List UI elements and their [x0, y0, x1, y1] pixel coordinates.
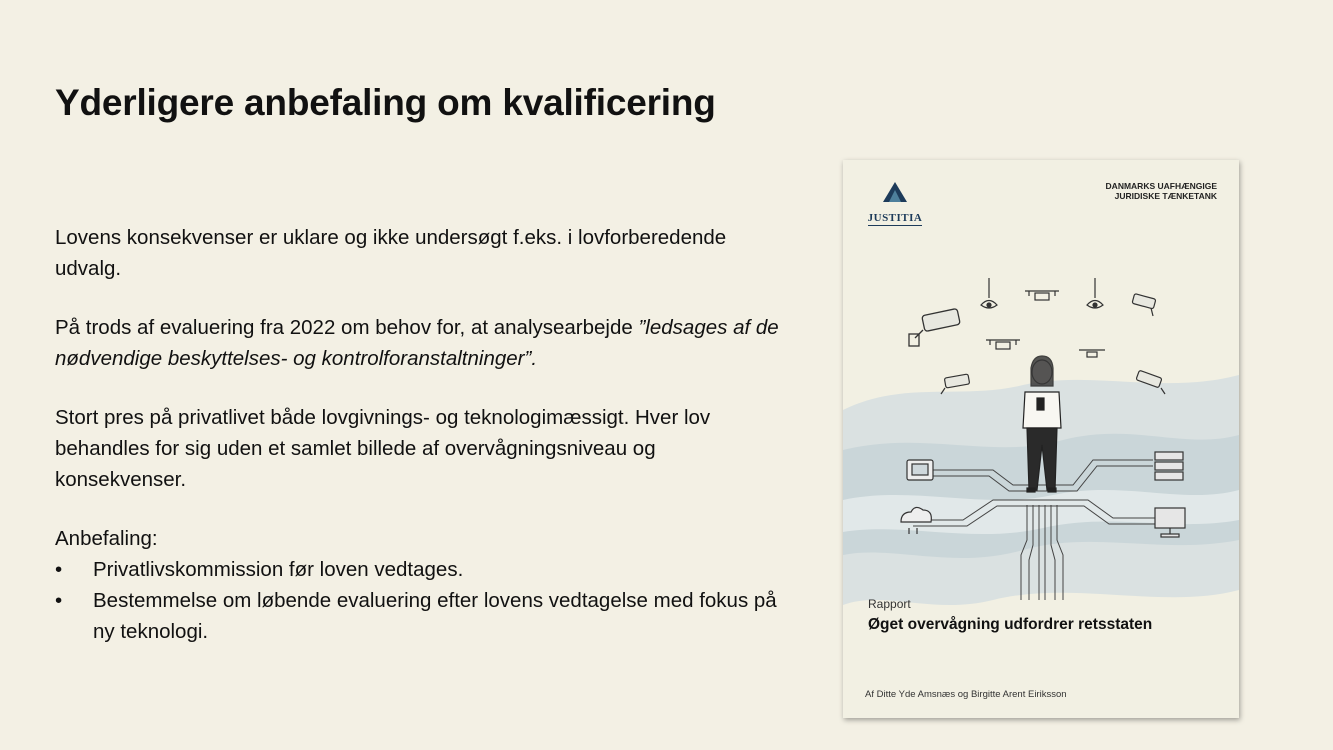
- publisher-line: JURIDISKE TÆNKETANK: [1114, 191, 1217, 201]
- recommendation-list: [55, 554, 785, 647]
- drone-icon: [986, 340, 1020, 349]
- publisher-line: DANMARKS UAFHÆNGIGE: [1105, 181, 1217, 191]
- paragraph-evaluation: [55, 312, 785, 374]
- cctv-camera-icon: [1132, 294, 1156, 316]
- cctv-camera-icon: [941, 374, 970, 394]
- report-label: Rapport: [868, 597, 911, 611]
- slide-title: Yderligere anbefaling om kvalificering: [55, 82, 716, 123]
- evaluation-quote: ”ledsages af de nødvendige beskyttelses- og kontrolforanstaltninger”.: [55, 316, 779, 370]
- cctv-camera-icon: [909, 308, 960, 346]
- paragraph-privacy-pressure: Stort pres på privatlivet både lovgivnings- og teknologimæssigt. Hver lov behandles for sig uden et samlet billede af overvågningsniveau og konsekvenser.: [55, 406, 711, 491]
- list-item: • Privatlivskommission før loven vedtages.: [55, 554, 785, 585]
- cover-illustration: [843, 160, 1239, 718]
- recommendation-heading: Anbefaling:: [55, 527, 158, 550]
- eye-camera-icon: [981, 278, 997, 308]
- eye-camera-icon: [1087, 278, 1103, 308]
- logo-text: JUSTITIA: [867, 212, 923, 224]
- evaluation-text: På trods af evaluering fra 2022 om behov for, at analysearbejde: [55, 316, 639, 339]
- list-item: • Bestemmelse om løbende evaluering efter lovens vedtagelse med fokus på ny teknologi.: [55, 585, 785, 647]
- report-cover: [843, 160, 1239, 718]
- drone-icon: [1079, 350, 1105, 357]
- drone-icon: [1025, 291, 1059, 300]
- report-authors: Af Ditte Yde Amsnæs og Birgitte Arent Eiriksson: [865, 689, 1067, 700]
- tablet-device-icon: [907, 460, 933, 480]
- paragraph-consequences: Lovens konsekvenser er uklare og ikke undersøgt f.eks. i lovforberedende udvalg.: [55, 226, 727, 280]
- report-title: Øget overvågning udfordrer retsstaten: [868, 616, 1153, 633]
- server-icon: [1155, 452, 1183, 480]
- justitia-logo: [863, 182, 927, 226]
- slide-body: [55, 222, 785, 647]
- publisher-name: [1106, 181, 1217, 201]
